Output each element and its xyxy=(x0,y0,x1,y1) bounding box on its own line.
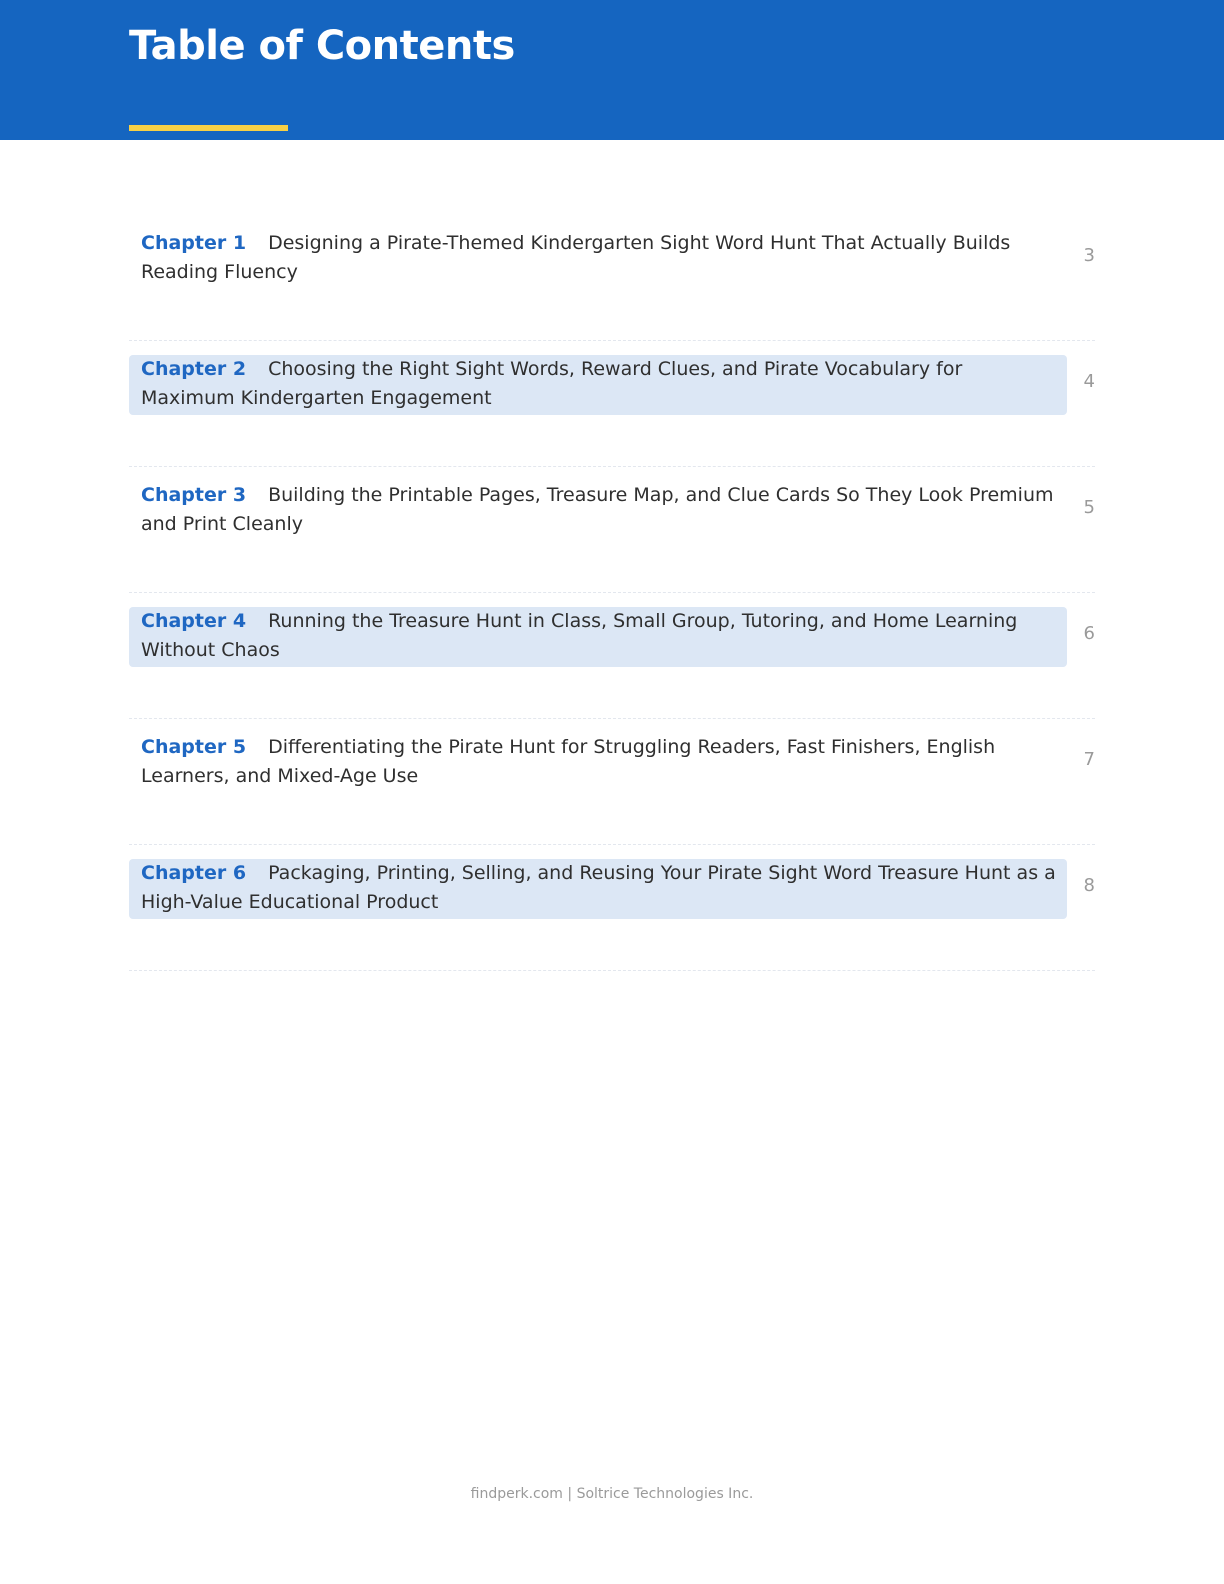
page-footer: findperk.com | Soltrice Technologies Inc. xyxy=(470,1486,754,1502)
toc-entry-chapter-4[interactable] xyxy=(129,593,1095,719)
chapter-label: Chapter 1 xyxy=(141,232,247,254)
page-number: 8 xyxy=(1083,875,1095,896)
chapter-title: Choosing the Right Sight Words, Reward Clues, and Pirate Vocabulary for Maximum Kindergarten Engagement xyxy=(141,358,963,409)
chapter-label: Chapter 2 xyxy=(141,358,247,380)
toc-entry-text xyxy=(129,355,1067,415)
chapter-title: Packaging, Printing, Selling, and Reusing Your Pirate Sight Word Treasure Hunt as a High-Value Educational Product xyxy=(141,862,1056,913)
page-number: 3 xyxy=(1083,245,1095,266)
chapter-title: Differentiating the Pirate Hunt for Struggling Readers, Fast Finishers, English Learners, and Mixed-Age Use xyxy=(141,736,996,787)
page-number: 7 xyxy=(1083,749,1095,770)
toc-entry-chapter-1[interactable] xyxy=(129,215,1095,341)
toc-entry-chapter-2[interactable] xyxy=(129,341,1095,467)
chapter-label: Chapter 5 xyxy=(141,736,247,758)
toc-entry-text xyxy=(129,733,1067,793)
toc-entry-text xyxy=(129,481,1067,541)
table-of-contents xyxy=(129,215,1095,971)
toc-entry-text xyxy=(129,607,1067,667)
chapter-title: Designing a Pirate-Themed Kindergarten Sight Word Hunt That Actually Builds Reading Fluency xyxy=(141,232,1011,283)
chapter-title: Building the Printable Pages, Treasure Map, and Clue Cards So They Look Premium and Print Cleanly xyxy=(141,484,1054,535)
chapter-label: Chapter 3 xyxy=(141,484,247,506)
page-number: 5 xyxy=(1083,497,1095,518)
page-header xyxy=(0,0,1224,140)
title-accent-bar xyxy=(129,125,288,131)
toc-entry-text xyxy=(129,859,1067,919)
page-title: Table of Contents xyxy=(129,23,515,69)
toc-entry-text xyxy=(129,229,1067,289)
page-number: 4 xyxy=(1083,371,1095,392)
toc-entry-chapter-6[interactable] xyxy=(129,845,1095,971)
page-number: 6 xyxy=(1083,623,1095,644)
chapter-title: Running the Treasure Hunt in Class, Small Group, Tutoring, and Home Learning Without Chaos xyxy=(141,610,1018,661)
chapter-label: Chapter 4 xyxy=(141,610,247,632)
toc-entry-chapter-3[interactable] xyxy=(129,467,1095,593)
chapter-label: Chapter 6 xyxy=(141,862,247,884)
toc-entry-chapter-5[interactable] xyxy=(129,719,1095,845)
